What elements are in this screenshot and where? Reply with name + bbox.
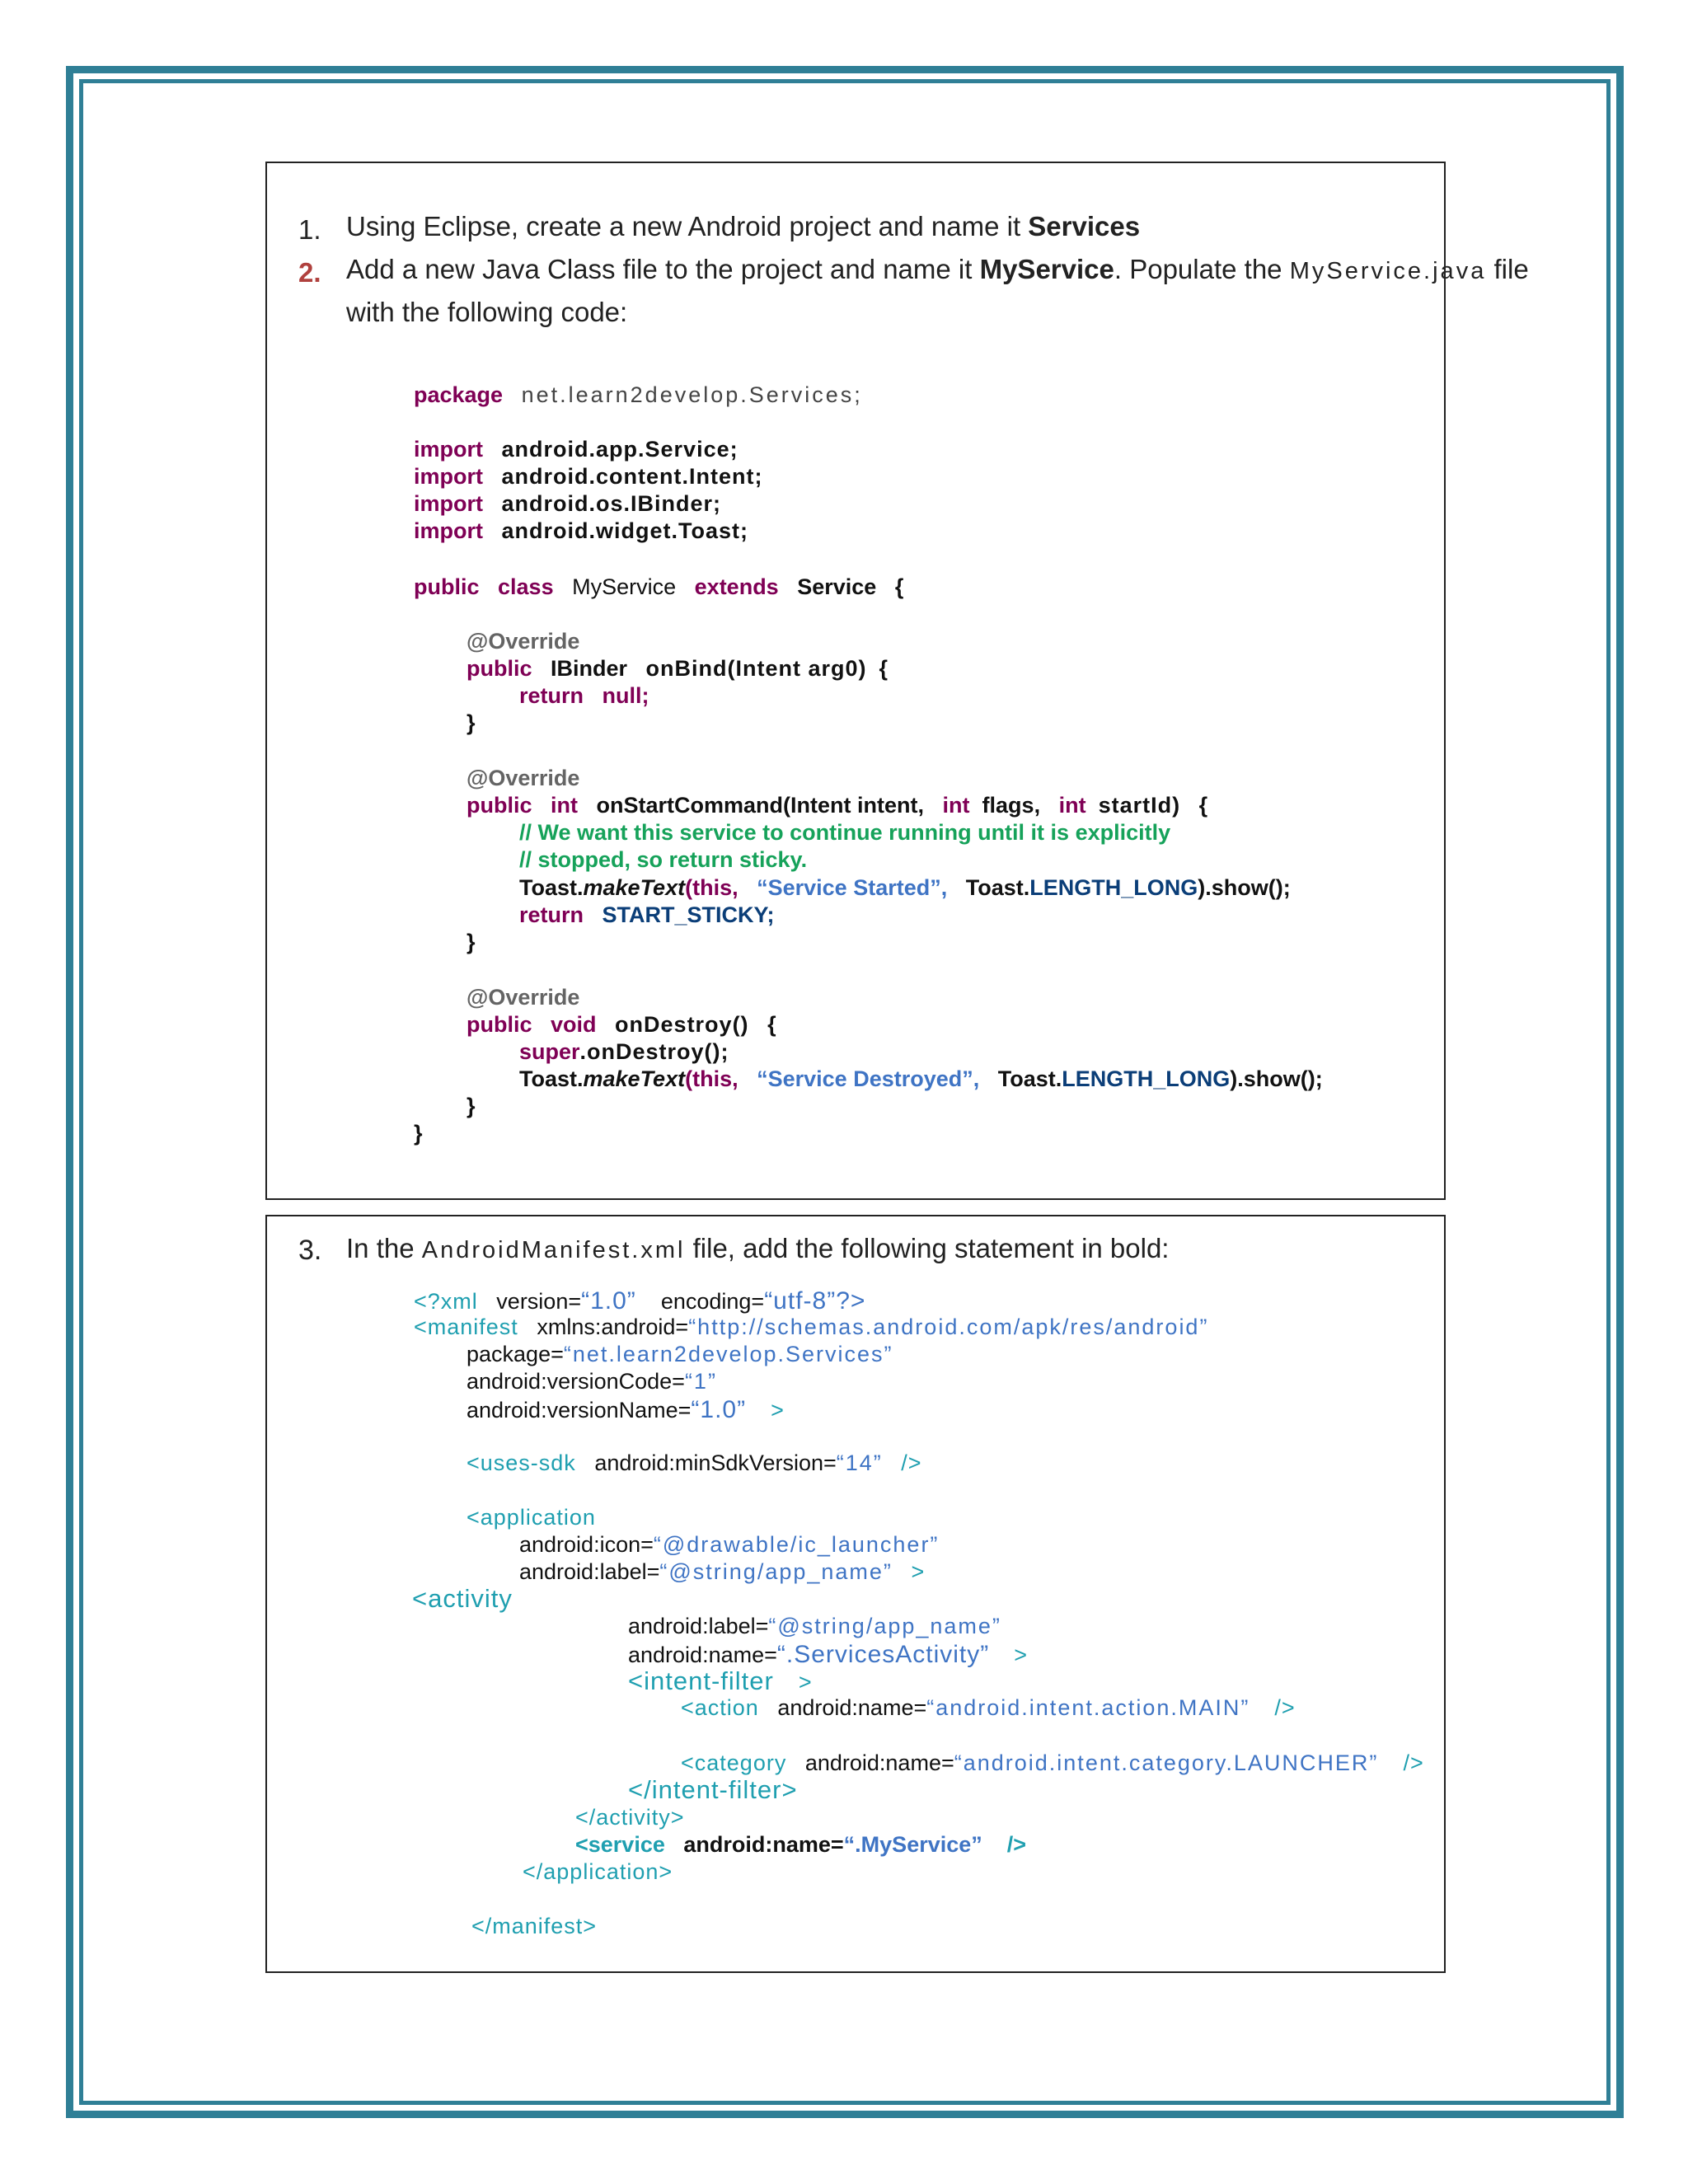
code-close-brace: }	[467, 1094, 476, 1118]
code-import-line: import android.os.IBinder;	[414, 491, 722, 516]
xml-application-open: <application	[467, 1505, 596, 1530]
code-import-line: import android.widget.Toast;	[414, 518, 749, 543]
xml-intent-filter-close: </intent-filter>	[628, 1775, 798, 1804]
xml-uses-sdk: <uses-sdk android:minSdkVersion=“14” />	[467, 1451, 922, 1475]
code-class-line: public class MyService extends Service {	[414, 574, 904, 599]
xml-label-attr: android:label=“@string/app_name” >	[519, 1559, 926, 1584]
xml-versioncode-attr: android:versionCode=“1”	[467, 1369, 717, 1394]
code-close-brace: }	[467, 930, 476, 954]
code-comment: // stopped, so return sticky.	[519, 847, 808, 872]
code-package-line: package net.learn2develop.Services;	[414, 382, 863, 407]
code-annotation: @Override	[467, 766, 580, 790]
code-super-destroy: super.onDestroy();	[519, 1039, 729, 1064]
code-class-close-brace: }	[414, 1121, 423, 1146]
xml-package-attr: package=“net.learn2develop.Services”	[467, 1342, 893, 1366]
xml-service-line: <service android:name=“.MyService” />	[575, 1832, 1027, 1857]
java-code-box	[265, 162, 1529, 1200]
code-annotation: @Override	[467, 985, 580, 1010]
manifest-code-box	[265, 1215, 1446, 1973]
xml-manifest-close: </manifest>	[471, 1914, 598, 1938]
xml-activity-close: </activity>	[575, 1805, 685, 1830]
xml-category: <category android:name=“android.intent.category.LAUNCHER” />	[681, 1750, 1424, 1775]
code-import-line: import android.app.Service;	[414, 437, 738, 462]
code-return-sticky: return START_STICKY;	[519, 902, 775, 927]
code-onstart-line: public int onStartCommand(Intent intent, int flags, int startId) {	[467, 793, 1208, 818]
xml-icon-attr: android:icon=“@drawable/ic_launcher”	[519, 1532, 940, 1557]
code-comment: // We want this service to continue running until it is explicitly	[519, 820, 1171, 845]
code-return-null: return null;	[519, 683, 649, 708]
code-annotation: @Override	[467, 629, 580, 654]
xml-activity-name: android:name=“.ServicesActivity” >	[628, 1641, 1029, 1668]
step-2-text: Add a new Java Class file to the project and name it MyService. Populate the MyService.java file	[346, 254, 1529, 284]
step-2-text-line2: with the following code:	[346, 297, 628, 327]
step-1-number: 1.	[298, 214, 321, 245]
step-3-number: 3.	[298, 1235, 322, 1266]
code-onbind-line: public IBinder onBind(Intent arg0) {	[467, 656, 889, 681]
xml-versionname-attr: android:versionName=“1.0” >	[467, 1396, 785, 1423]
step-3-text: In the AndroidManifest.xml file, add the following statement in bold:	[346, 1233, 1170, 1263]
xml-application-close: </application>	[523, 1859, 673, 1884]
xml-decl-line: <?xml version=“1.0” encoding=“utf-8”?>	[414, 1287, 866, 1315]
code-toast-destroyed: Toast.makeText(this, “Service Destroyed”, Toast.LENGTH_LONG).show();	[519, 1066, 1323, 1091]
xml-intent-filter-open: <intent-filter >	[628, 1666, 813, 1695]
step-2-number: 2.	[298, 257, 321, 288]
code-ondestroy-line: public void onDestroy() {	[467, 1012, 776, 1037]
xml-manifest-open: <manifest xmlns:android=“http://schemas.android.com/apk/res/android”	[414, 1315, 1209, 1339]
xml-action: <action android:name=“android.intent.action.MAIN” />	[681, 1695, 1296, 1720]
xml-activity-open: <activity	[412, 1584, 513, 1613]
code-toast-started: Toast.makeText(this, “Service Started”, Toast.LENGTH_LONG).show();	[519, 875, 1291, 900]
step-1-text: Using Eclipse, create a new Android project and name it Services	[346, 211, 1141, 241]
xml-activity-label: android:label=“@string/app_name”	[628, 1614, 1001, 1638]
code-import-line: import android.content.Intent;	[414, 464, 763, 489]
code-close-brace: }	[467, 710, 476, 735]
